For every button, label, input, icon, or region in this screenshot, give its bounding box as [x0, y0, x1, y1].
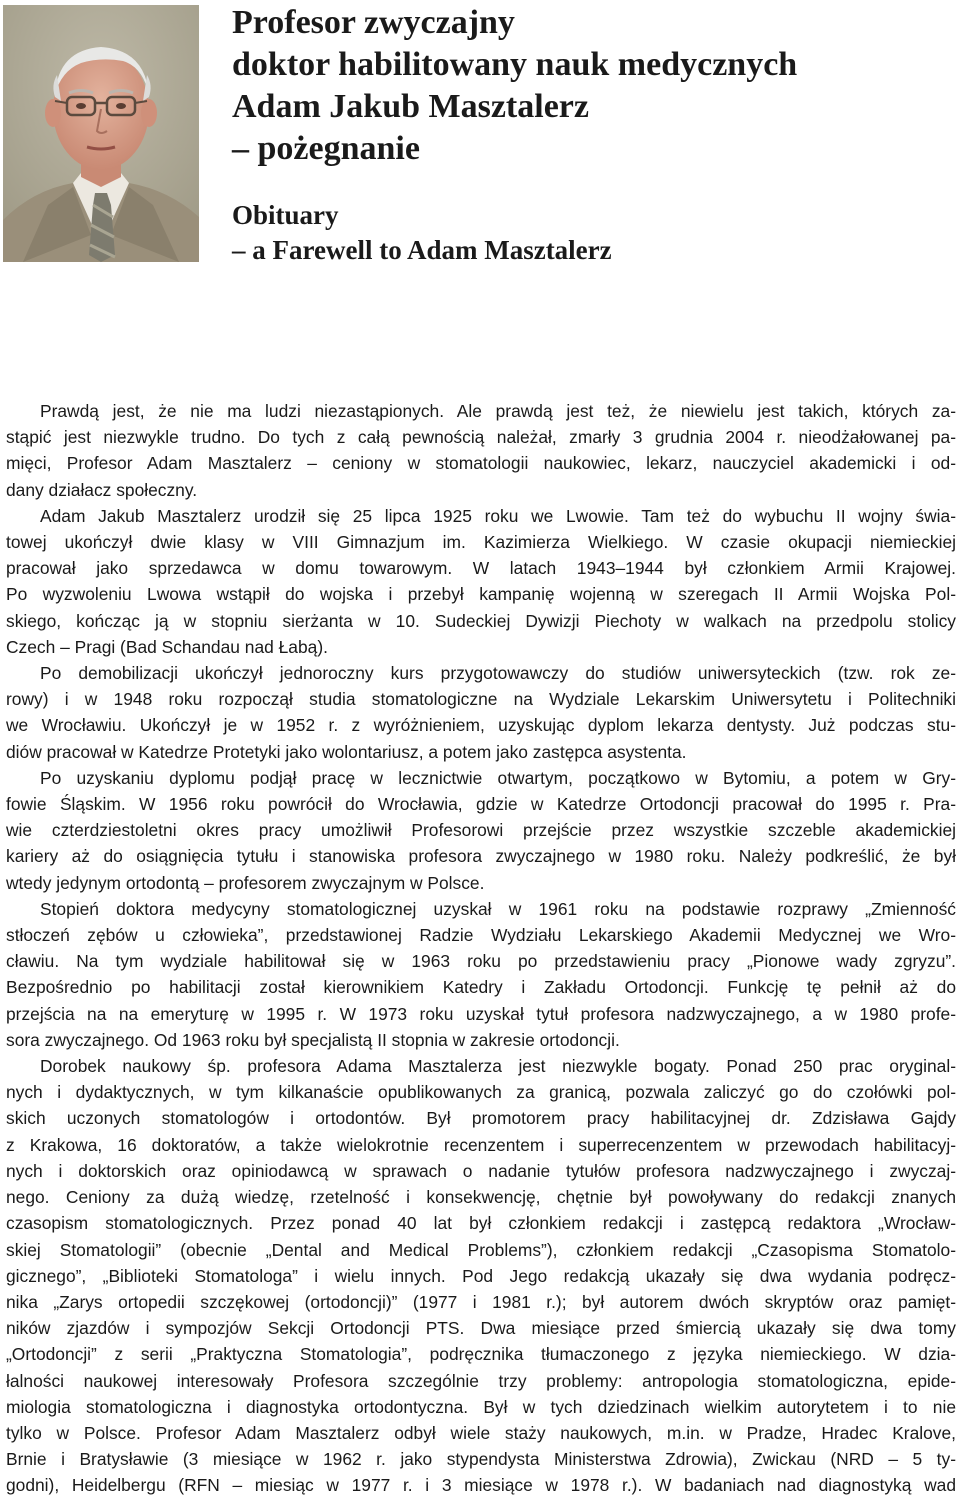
- title-line: Adam Jakub Masztalerz: [232, 88, 589, 125]
- text-line: nych i doktorskich oraz opiniodawcą w sprawach o nadanie tytułów profesora nadzwyczajnego i zwyczaj-: [6, 1160, 956, 1181]
- text-line: Po wyzwoleniu Lwowa wstąpił do wojska i przebył kampanię wojenną w szeregach II Armii Wojska Pol-: [6, 584, 956, 605]
- text-line: z Krakowa, 16 doktoratów, a także wielokrotnie recenzentem i superrecenzentem w przewodach habilitacyj-: [6, 1134, 956, 1155]
- paragraph: [6, 660, 956, 765]
- text-line: stąpić jest niezwykle trudno. Do tych z całą pewnością należał, zmarły 3 grudnia 2004 r. nieodżałowanej pa-: [6, 427, 956, 448]
- article-body: [6, 398, 956, 1499]
- text-line: Bezpośrednio po habilitacji został kierownikiem Katedry i Zakładu Ortodoncji. Funkcję tę pełnił aż do: [6, 977, 956, 998]
- text-line: wtedy jedynym ortodontą – profesorem zwyczajnym w Polsce.: [6, 872, 485, 893]
- text-line: przejścia na na emeryturę w 1995 r. W 1973 roku uzyskał tytuł profesora nadzwyczajnego, a w 1980 profe-: [6, 1003, 956, 1024]
- text-line: miologia stomatologiczna i diagnostyka ortodontyczna. Był w tych dziedzinach wielkim autorytetem i to nie: [6, 1396, 956, 1417]
- text-line: skiej Stomatologii” (obecnie „Dental and Medical Problems”), członkiem redakcji „Czasopisma Stomatolo-: [6, 1239, 956, 1260]
- text-line: Dorobek naukowy śp. profesora Adama Masztalerza jest niezwykle bogaty. Ponad 250 prac oryginal-: [40, 1056, 956, 1077]
- obituary-title: [232, 2, 932, 170]
- title-line: doktor habilitowany nauk medycznych: [232, 46, 798, 83]
- paragraph: [6, 398, 956, 503]
- text-line: pracował jako sprzedawca w domu towarowym. W latach 1943–1944 był członkiem Armii Krajowej.: [6, 558, 956, 579]
- subtitle-line: Obituary: [232, 200, 339, 230]
- text-line: godni), Heidelbergu (RFN – miesiąc w 1977 r. i 3 miesiące w 1978 r.). W badaniach nad diagnostyką wad: [6, 1475, 956, 1496]
- title-line: – pożegnanie: [232, 130, 420, 167]
- text-line: Brnie i Bratysławie (3 miesiące w 1962 r. jako stypendysta Ministerstwa Zdrowia), Zwickau (NRD – 5 ty-: [6, 1449, 956, 1470]
- text-line: łalności naukowej interesowały Profesora szczególnie trzy problemy: antropologia stomatologiczna, epide-: [6, 1370, 956, 1391]
- text-line: Czech – Pragi (Bad Schandau nad Łabą).: [6, 636, 328, 657]
- text-line: nika „Zarys ortopedii szczękowej (ortodoncji)” (1977 i 1981 r.); był autorem dwóch skryptów oraz pamięt-: [6, 1291, 956, 1312]
- paragraph: [6, 1053, 956, 1498]
- text-line: kariery aż do osiągnięcia tytułu i stanowiska profesora zwyczajnego w 1980 roku. Należy podkreślić, że był: [6, 846, 956, 867]
- obituary-subtitle: [232, 198, 932, 268]
- text-line: fowie Śląskim. W 1956 roku powrócił do Wrocławia, gdzie w Katedrze Ortodoncji pracował do 1995 r. Pra-: [6, 794, 956, 815]
- text-line: gicznego”, „Biblioteki Stomatologa” i wielu innych. Pod Jego redakcją ukazały się dwa wydania podręcz-: [6, 1265, 956, 1286]
- text-line: nych i dydaktycznych, w tym kilkanaście opublikowanych za granicą, pozwala zaliczyć go do czołówki pol-: [6, 1082, 956, 1103]
- text-line: Po demobilizacji ukończył jednoroczny kurs przygotowawczy do studiów uniwersyteckich (tzw. rok ze-: [40, 663, 956, 684]
- text-line: skiego, kończąc ją w stopniu sierżanta w 10. Sudeckiej Dywizji Piechoty w walkach na przedpolu stolicy: [6, 610, 956, 631]
- text-line: towej ukończył dwie klasy w VIII Gimnazjum im. Kazimierza Wielkiego. W czasie okupacji niemieckiej: [6, 532, 956, 553]
- text-line: stłoczeń zębów u człowieka”, przedstawionej Radzie Wydziału Lekarskiego Akademii Medycznej we Wro-: [6, 925, 956, 946]
- text-line: diów pracował w Katedrze Protetyki jako wolontariusz, a potem jako zastępca asystenta.: [6, 741, 687, 762]
- text-line: cławiu. Na tym wydziale habilitował się w 1963 roku po przedstawieniu pracy „Pionowe wady zgryzu”.: [6, 951, 956, 972]
- text-line: skich uczonych stomatologów i ortodontów. Był promotorem pracy habilitacyjnej dr. Zdzisława Gajdy: [6, 1108, 956, 1129]
- text-line: „Ortodoncji” z serii „Praktyczna Stomatologia”, podręcznika tłumaczonego z języka niemieckiego. W dzia-: [6, 1344, 956, 1365]
- text-line: wie czterdziestoletni okres pracy umożliwił Profesorowi przejście przez wszystkie szczeble akademickiej: [6, 820, 956, 841]
- portrait-photo-icon: [3, 5, 199, 262]
- author-portrait: [3, 5, 199, 262]
- text-line: sora zwyczajnego. Od 1963 roku był specjalistą II stopnia w zakresie ortodoncji.: [6, 1029, 620, 1050]
- paragraph: [6, 765, 956, 896]
- text-line: Po uzyskaniu dyplomu podjął pracę w lecznictwie otwartym, początkowo w Bytomiu, a potem w Gry-: [40, 767, 956, 788]
- text-line: tylko w Polsce. Profesor Adam Masztalerz odbył wiele staży naukowych, m.in. w Pradze, Hradec Kralove,: [6, 1422, 956, 1443]
- paragraph: [6, 503, 956, 660]
- text-line: czasopism stomatologicznych. Przez ponad 40 lat był członkiem redakcji i zastępcą redaktora „Wrocław-: [6, 1213, 956, 1234]
- text-line: nego. Ceniony za dużą wiedzę, rzetelność i konsekwencję, chętnie był powoływany do redakcji znanych: [6, 1187, 956, 1208]
- text-line: Stopień doktora medycyny stomatologicznej uzyskał w 1961 roku na podstawie rozprawy „Zmienność: [40, 898, 956, 919]
- text-line: Adam Jakub Masztalerz urodził się 25 lipca 1925 roku we Lwowie. Tam też do wybuchu II wojny świa-: [40, 505, 956, 526]
- text-line: Prawdą jest, że nie ma ludzi niezastąpionych. Ale prawdą jest też, że niewielu jest takich, których za-: [40, 401, 956, 421]
- text-line: dany działacz społeczny.: [6, 479, 198, 500]
- text-line: rowy) i w 1948 roku rozpoczął studia stomatologiczne na Wydziale Lekarskim Uniwersytetu i Politechniki: [6, 689, 956, 710]
- subtitle-line: – a Farewell to Adam Masztalerz: [232, 235, 612, 265]
- text-line: we Wrocławiu. Ukończył je w 1952 r. z wyróżnieniem, uzyskując dyplom lekarza dentysty. Już podczas stu-: [6, 715, 956, 736]
- paragraph: [6, 896, 956, 1053]
- text-line: mięci, Profesor Adam Masztalerz – ceniony w stomatologii naukowiec, lekarz, nauczyciel akademicki i od-: [6, 453, 956, 474]
- title-line: Profesor zwyczajny: [232, 4, 515, 41]
- text-line: ników zjazdów i sympozjów Sekcji Ortodoncji PTS. Dwa miesiące przed śmiercią ukazały się dwa tomy: [6, 1318, 956, 1339]
